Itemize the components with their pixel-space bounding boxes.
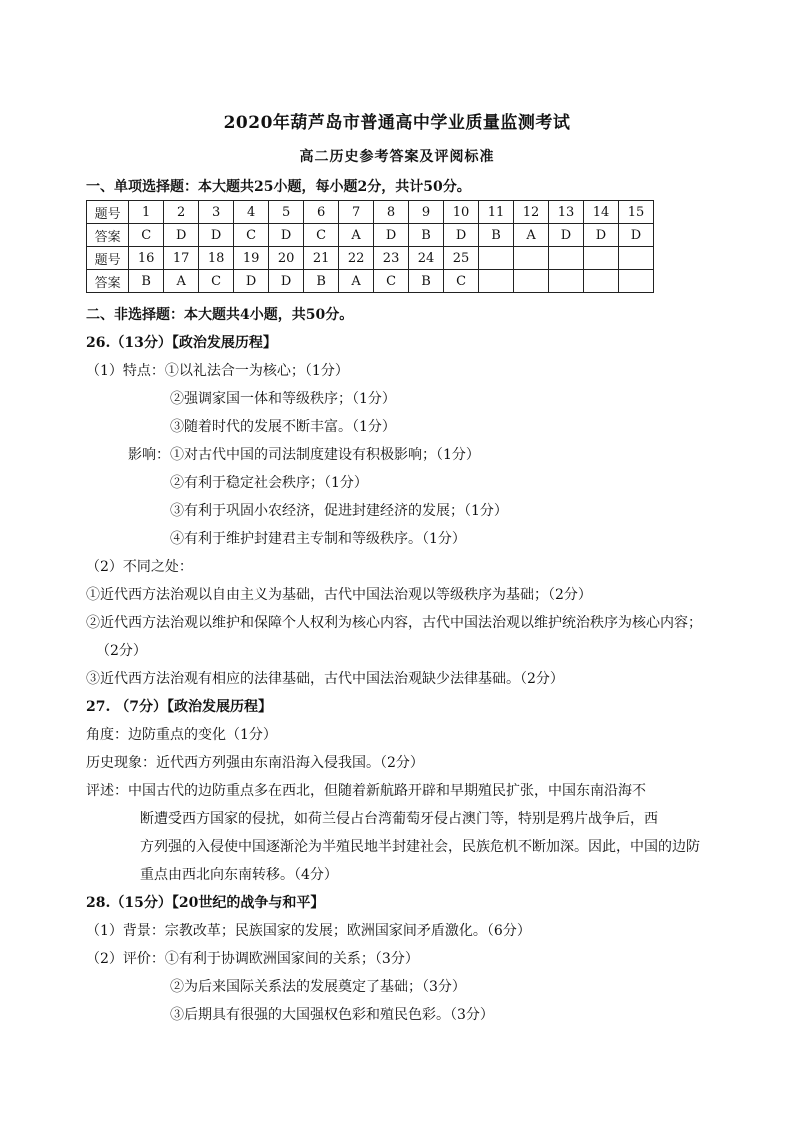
- page-subtitle: 高二历史参考答案及评阅标准: [299, 149, 495, 165]
- answer-table-row-label: 题号: [87, 247, 129, 270]
- answer-table-cell: B: [409, 270, 444, 293]
- page-title: 2020年葫芦岛市普通高中学业质量监测考试: [223, 113, 571, 133]
- answer-table-cell: C: [199, 270, 234, 293]
- answer-table-cell: 5: [269, 201, 304, 224]
- answer-line: 历史现象：近代西方列强由东南沿海入侵我国。（2分）: [86, 755, 424, 771]
- answer-table-cell: 4: [234, 201, 269, 224]
- answer-table-cell: D: [549, 224, 584, 247]
- answer-line: （1）特点：①以礼法合一为核心；（1分）: [86, 363, 349, 379]
- answer-table-cell: 10: [444, 201, 479, 224]
- answer-table-cell: 9: [409, 201, 444, 224]
- answer-table-row-label: 答案: [87, 224, 129, 247]
- answer-line: 评述：中国古代的边防重点多在西北，但随着新航路开辟和早期殖民扩张，中国东南沿海不: [86, 783, 646, 799]
- answer-line: （2）不同之处：: [86, 559, 193, 575]
- answer-table-cell: [583, 270, 618, 293]
- answer-table-cell: [479, 270, 514, 293]
- question-28-heading: 28.（15分）【20世纪的战争与和平】: [86, 895, 325, 911]
- answer-line: ②为后来国际关系法的发展奠定了基础；（3分）: [170, 979, 466, 995]
- answer-table-cell: D: [583, 224, 618, 247]
- answer-table-cell: 12: [514, 201, 549, 224]
- answer-table-cell: [514, 270, 549, 293]
- answer-line: ②有利于稳定社会秩序；（1分）: [170, 475, 368, 491]
- answer-line: ②强调家国一体和等级秩序；（1分）: [170, 391, 396, 407]
- answer-table-row: [87, 201, 654, 224]
- answer-table-cell: [514, 247, 549, 270]
- answer-line: ③有利于巩固小农经济，促进封建经济的发展；（1分）: [170, 503, 508, 519]
- answer-table-cell: D: [444, 224, 479, 247]
- answer-table-cell: C: [304, 224, 339, 247]
- answer-table-cell: D: [199, 224, 234, 247]
- question-26-heading: 26.（13分）【政治发展历程】: [86, 335, 277, 351]
- answer-table-row-label: 题号: [87, 201, 129, 224]
- answer-table-cell: A: [164, 270, 199, 293]
- answer-table-cell: 2: [164, 201, 199, 224]
- answer-line: （2）评价：①有利于协调欧洲国家间的关系；（3分）: [86, 951, 419, 967]
- answer-table-cell: 22: [339, 247, 374, 270]
- answer-table-cell: B: [129, 270, 164, 293]
- answer-table-cell: 17: [164, 247, 199, 270]
- answer-table-cell: 23: [374, 247, 409, 270]
- answer-table-row: [87, 270, 654, 293]
- answer-table-cell: 15: [618, 201, 653, 224]
- answer-table-cell: 16: [129, 247, 164, 270]
- answer-table-cell: 24: [409, 247, 444, 270]
- answer-line: （1）背景：宗教改革；民族国家的发展；欧洲国家间矛盾激化。（6分）: [86, 923, 531, 939]
- answer-table-cell: C: [129, 224, 164, 247]
- answer-line: 方列强的入侵使中国逐渐沦为半殖民地半封建社会，民族危机不断加深。因此，中国的边防: [140, 839, 700, 855]
- answer-line: （2分）: [96, 643, 147, 659]
- answer-table-row: [87, 247, 654, 270]
- answer-table-cell: 3: [199, 201, 234, 224]
- answer-table-cell: A: [514, 224, 549, 247]
- section-heading-choice: 一、单项选择题：本大题共25小题，每小题2分，共计50分。: [86, 179, 471, 195]
- answer-table-cell: B: [409, 224, 444, 247]
- answer-table: [86, 200, 654, 293]
- answer-line: ①近代西方法治观以自由主义为基础，古代中国法治观以等级秩序为基础；（2分）: [86, 587, 592, 603]
- answer-table-cell: 14: [583, 201, 618, 224]
- answer-line: ③近代西方法治观有相应的法律基础，古代中国法治观缺少法律基础。（2分）: [86, 671, 564, 687]
- answer-line: ③后期具有很强的大国强权色彩和殖民色彩。（3分）: [170, 1007, 494, 1023]
- answer-table-cell: [618, 270, 653, 293]
- answer-table-cell: D: [269, 270, 304, 293]
- answer-table-cell: 25: [444, 247, 479, 270]
- answer-table-cell: C: [234, 224, 269, 247]
- answer-table-cell: 18: [199, 247, 234, 270]
- answer-table-cell: [583, 247, 618, 270]
- answer-table-row: [87, 224, 654, 247]
- answer-table-cell: C: [444, 270, 479, 293]
- answer-table-cell: 19: [234, 247, 269, 270]
- answer-table-cell: B: [304, 270, 339, 293]
- answer-table-cell: A: [339, 270, 374, 293]
- answer-line: ③随着时代的发展不断丰富。（1分）: [170, 419, 396, 435]
- answer-table-cell: 1: [129, 201, 164, 224]
- answer-table-cell: B: [479, 224, 514, 247]
- answer-table-cell: [479, 247, 514, 270]
- answer-line: ②近代西方法治观以维护和保障个人权利为核心内容，古代中国法治观以维护统治秩序为核心内容；: [86, 615, 702, 631]
- answer-table-cell: 11: [479, 201, 514, 224]
- answer-line: 影响：①对古代中国的司法制度建设有积极影响；（1分）: [128, 447, 480, 463]
- answer-table-cell: [549, 247, 584, 270]
- answer-table-cell: 6: [304, 201, 339, 224]
- section-heading-nonchoice: 二、非选择题：本大题共4小题，共50分。: [86, 307, 354, 323]
- answer-table-cell: [618, 247, 653, 270]
- answer-table-cell: D: [164, 224, 199, 247]
- answer-table-cell: D: [618, 224, 653, 247]
- answer-table-cell: D: [234, 270, 269, 293]
- answer-table-cell: A: [339, 224, 374, 247]
- answer-table-cell: D: [374, 224, 409, 247]
- answer-table-row-label: 答案: [87, 270, 129, 293]
- answer-table-cell: 21: [304, 247, 339, 270]
- answer-line: 断遭受西方国家的侵扰，如荷兰侵占台湾葡萄牙侵占澳门等，特别是鸦片战争后，西: [140, 811, 658, 827]
- question-27-heading: 27. （7分）【政治发展历程】: [86, 699, 272, 715]
- answer-table-cell: [549, 270, 584, 293]
- answer-line: ④有利于维护封建君主专制和等级秩序。（1分）: [170, 531, 466, 547]
- answer-table-cell: C: [374, 270, 409, 293]
- answer-line: 重点由西北向东南转移。（4分）: [140, 867, 338, 883]
- answer-table-cell: 20: [269, 247, 304, 270]
- answer-table-cell: D: [269, 224, 304, 247]
- answer-table-cell: 8: [374, 201, 409, 224]
- answer-line: 角度：边防重点的变化（1分）: [86, 727, 277, 743]
- answer-table-cell: 13: [549, 201, 584, 224]
- answer-table-cell: 7: [339, 201, 374, 224]
